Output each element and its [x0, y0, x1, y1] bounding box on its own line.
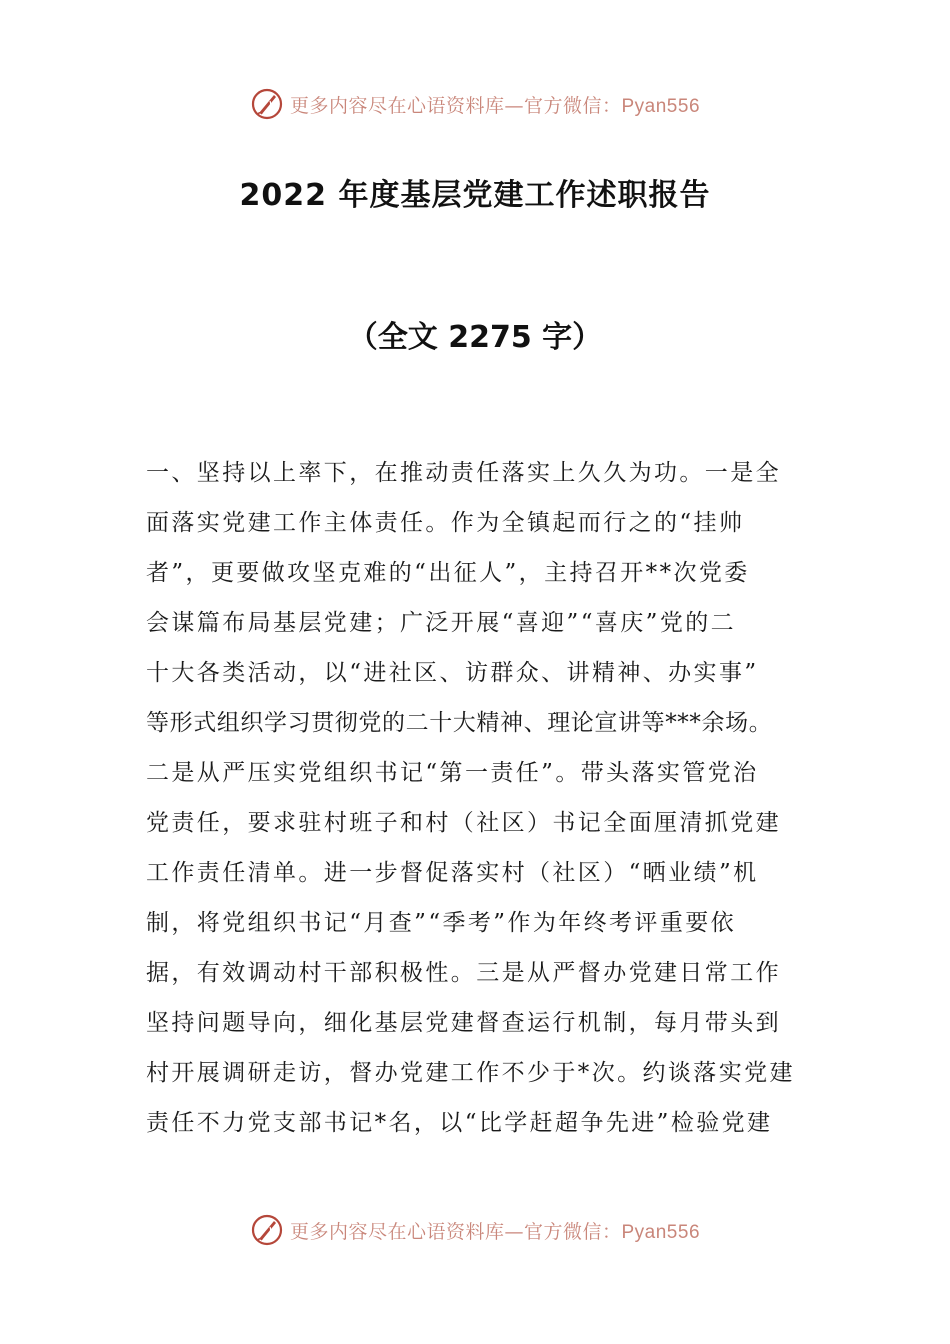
watermark-middle: 官方微信：: [523, 1220, 622, 1243]
body-line: 责任不力党支部书记*名，以“比学赶超争先进”检验党建: [146, 1110, 773, 1136]
body-line: 据，有效调动村干部积极性。三是从严督办党建日常工作: [146, 960, 781, 986]
document-subtitle: （全文 2275 字）: [347, 320, 603, 355]
document-body: [146, 448, 826, 1148]
body-line: 坚持问题导向，细化基层党建督查运行机制，每月带头到: [146, 1010, 781, 1036]
body-line: 一、坚持以上率下，在推动责任落实上久久为功。一是全: [146, 460, 781, 486]
watermark-wechat-id: Pyan556: [621, 1221, 701, 1243]
quill-pen-logo-icon: [250, 87, 284, 121]
quill-pen-logo-icon: [250, 1213, 284, 1247]
body-line: 者”，更要做攻坚克难的“出征人”，主持召开**次党委: [146, 560, 750, 586]
body-line: 会谋篇布局基层党建；广泛开展“喜迎”“喜庆”党的二: [146, 610, 737, 636]
footer-watermark: [0, 1210, 950, 1250]
body-line: 十大各类活动，以“进社区、访群众、讲精神、办实事”: [146, 660, 759, 686]
watermark-prefix: 更多内容尽在心语资料库: [289, 1220, 505, 1243]
body-line: 等形式组织学习贯彻党的二十大精神、理论宣讲等***余场。: [146, 710, 773, 736]
body-line: 二是从严压实党组织书记“第一责任”。带头落实管党治: [146, 760, 759, 786]
body-line: 村开展调研走访，督办党建工作不少于*次。约谈落实党建: [146, 1060, 795, 1086]
watermark-wechat-id: Pyan556: [621, 95, 701, 117]
watermark-dash: —: [504, 94, 524, 117]
watermark-dash: —: [504, 1220, 524, 1243]
watermark-text: [290, 1217, 700, 1244]
body-line: 党责任，要求驻村班子和村（社区）书记全面厘清抓党建: [146, 810, 781, 836]
header-watermark: [0, 84, 950, 124]
body-line: 面落实党建工作主体责任。作为全镇起而行之的“挂帅: [146, 510, 745, 536]
document-title: 2022 年度基层党建工作述职报告: [239, 178, 711, 213]
watermark-text: [290, 91, 700, 118]
watermark-prefix: 更多内容尽在心语资料库: [289, 94, 505, 117]
body-line: 工作责任清单。进一步督促落实村（社区）“晒业绩”机: [146, 860, 759, 886]
body-line: 制，将党组织书记“月查”“季考”作为年终考评重要依: [146, 910, 737, 936]
watermark-middle: 官方微信：: [523, 94, 622, 117]
